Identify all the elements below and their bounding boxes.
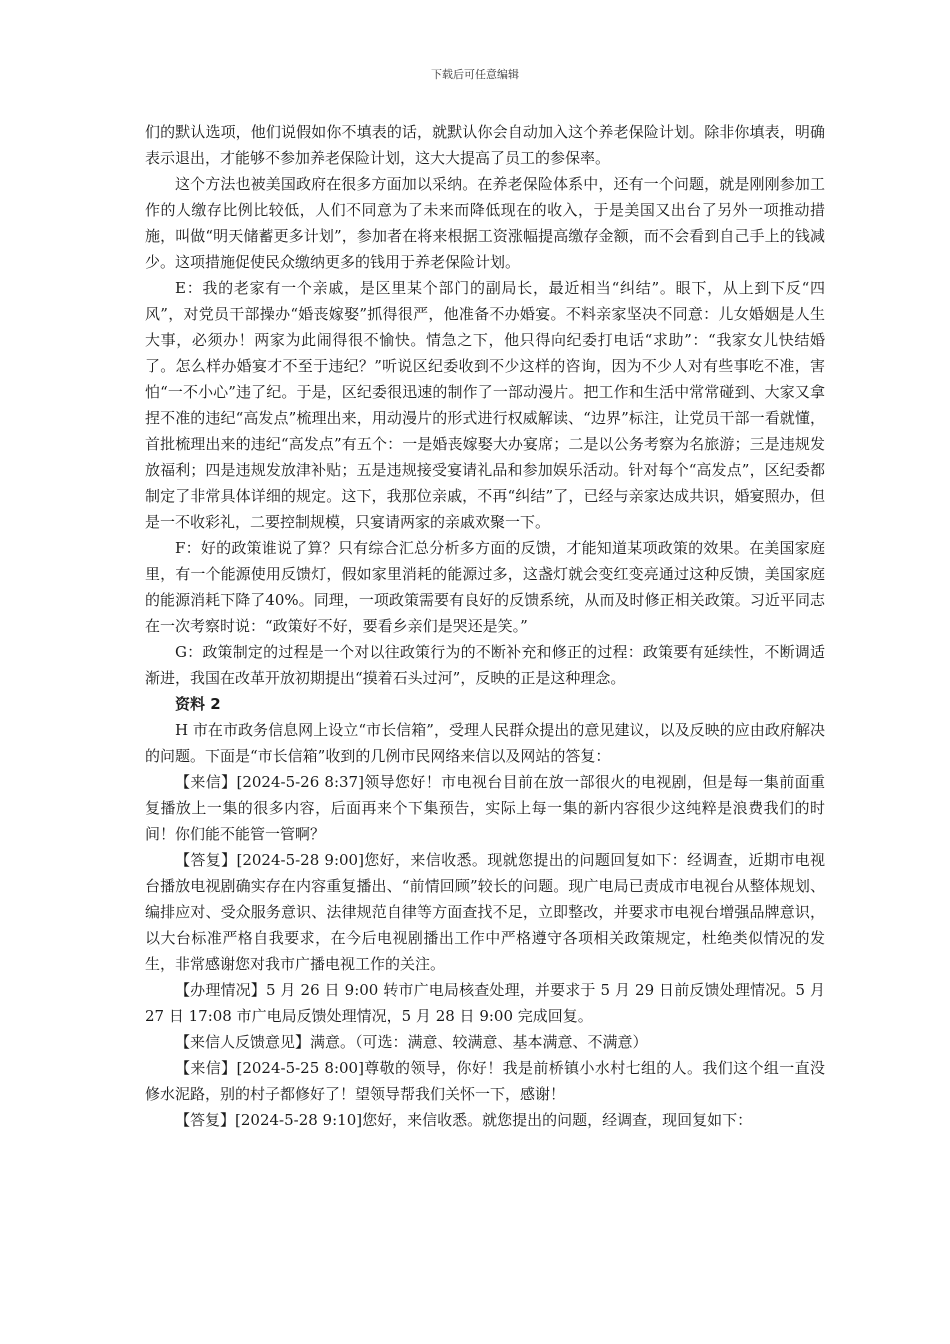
paragraph-mailbox-intro: H 市在市政务信息网上设立“市长信箱”，受理人民群众提出的意见建议，以及反映的应由政府解决的问题。下面是“市长信箱”收到的几例市民网络来信以及网站的答复： [145, 721, 825, 765]
paragraph-reply-1: 【答复】[2024-5-28 9:00]您好，来信收悉。现就您提出的问题回复如下：经调查，近期市电视台播放电视剧确实存在内容重复播出、“前情回顾”较长的问题。现广电局已责成市电视台从整体规划、编排应对、受众服务意识、法律规范自律等方面查找不足，立即整改，并要求市电视台增强品牌意识，以大台标准严格自我要求，在今后电视剧播出工作中严格遵守各项相关政策规定，杜绝类似情况的发生，非常感谢您对我市广播电视工作的关注。 [145, 851, 825, 973]
document-body [145, 119, 825, 1133]
page-header-note: 下载后可任意编辑 [431, 68, 519, 81]
paragraph-letter-1: 【来信】[2024-5-26 8:37]领导您好！市电视台目前在放一部很火的电视剧，但是每一集前面重复播放上一集的很多内容，后面再来个下集预告，实际上每一集的新内容很少这纯粹是浪费我们的时间！你们能不能管一管啊？ [145, 773, 825, 843]
paragraph-continued: 们的默认选项，他们说假如你不填表的话，就默认你会自动加入这个养老保险计划。除非你填表，明确表示退出，才能够不参加养老保险计划，这大大提高了员工的参保率。 [145, 123, 825, 167]
paragraph-g: G：政策制定的过程是一个对以往政策行为的不断补充和修正的过程：政策要有延续性，不断调适渐进，我国在改革开放初期提出“摸着石头过河”，反映的正是这种理念。 [145, 643, 825, 687]
paragraph-f: F：好的政策谁说了算？只有综合汇总分析多方面的反馈，才能知道某项政策的效果。在美国家庭里，有一个能源使用反馈灯，假如家里消耗的能源过多，这盏灯就会变红变亮通过这种反馈，美国家庭的能源消耗下降了40%。同理，一项政策需要有良好的反馈系统，从而及时修正相关政策。习近平同志在一次考察时说：“政策好不好，要看乡亲们是哭还是笑。” [145, 539, 825, 635]
section-heading: 资料 2 [175, 695, 221, 713]
paragraph-e: E：我的老家有一个亲戚，是区里某个部门的副局长，最近相当“纠结”。眼下，从上到下反“四风”，对党员干部操办“婚丧嫁娶”抓得很严，他准备不办婚宴。不料亲家坚决不同意：儿女婚姻是人生大事，必须办！两家为此闹得很不愉快。情急之下，他只得向纪委打电话“求助”：“我家女儿快结婚了。怎么样办婚宴才不至于违纪？”听说区纪委收到不少这样的咨询，因为不少人对有些事吃不准，害怕“一不小心”违了纪。于是，区纪委很迅速的制作了一部动漫片。把工作和生活中常常碰到、大家又拿捏不准的违纪“高发点”梳理出来，用动漫片的形式进行权威解读、“边界”标注，让党员干部一看就懂，首批梳理出来的违纪“高发点”有五个：一是婚丧嫁娶大办宴席；二是以公务考察为名旅游；三是违规发放福利；四是违规发放津补贴；五是违规接受宴请礼品和参加娱乐活动。针对每个“高发点”，区纪委都制定了非常具体详细的规定。这下，我那位亲戚，不再“纠结”了，已经与亲家达成共识，婚宴照办，但是一不收彩礼，二要控制规模，只宴请两家的亲戚欢聚一下。 [145, 279, 825, 531]
paragraph-feedback: 【来信人反馈意见】满意。（可选：满意、较满意、基本满意、不满意） [175, 1033, 648, 1051]
paragraph-pension: 这个方法也被美国政府在很多方面加以采纳。在养老保险体系中，还有一个问题，就是刚刚参加工作的人缴存比例比较低，人们不同意为了未来而降低现在的收入，于是美国又出台了另外一项推动措施，叫做“明天储蓄更多计划”，参加者在将来根据工资涨幅提高缴存金额，而不会看到自己手上的钱减少。这项措施促使民众缴纳更多的钱用于养老保险计划。 [145, 175, 825, 271]
paragraph-handling-status: 【办理情况】5 月 26 日 9:00 转市广电局核查处理，并要求于 5 月 29 日前反馈处理情况。5 月 27 日 17:08 市广电局反馈处理情况，5 月 28 日 9:00 完成回复。 [145, 981, 825, 1025]
paragraph-letter-2: 【来信】[2024-5-25 8:00]尊敬的领导，你好！我是前桥镇小水村七组的人。我们这个组一直没修水泥路，别的村子都修好了！望领导帮我们关怀一下，感谢！ [145, 1059, 825, 1103]
paragraph-reply-2: 【答复】[2024-5-28 9:10]您好，来信收悉。就您提出的问题，经调查，现回复如下： [175, 1111, 753, 1129]
